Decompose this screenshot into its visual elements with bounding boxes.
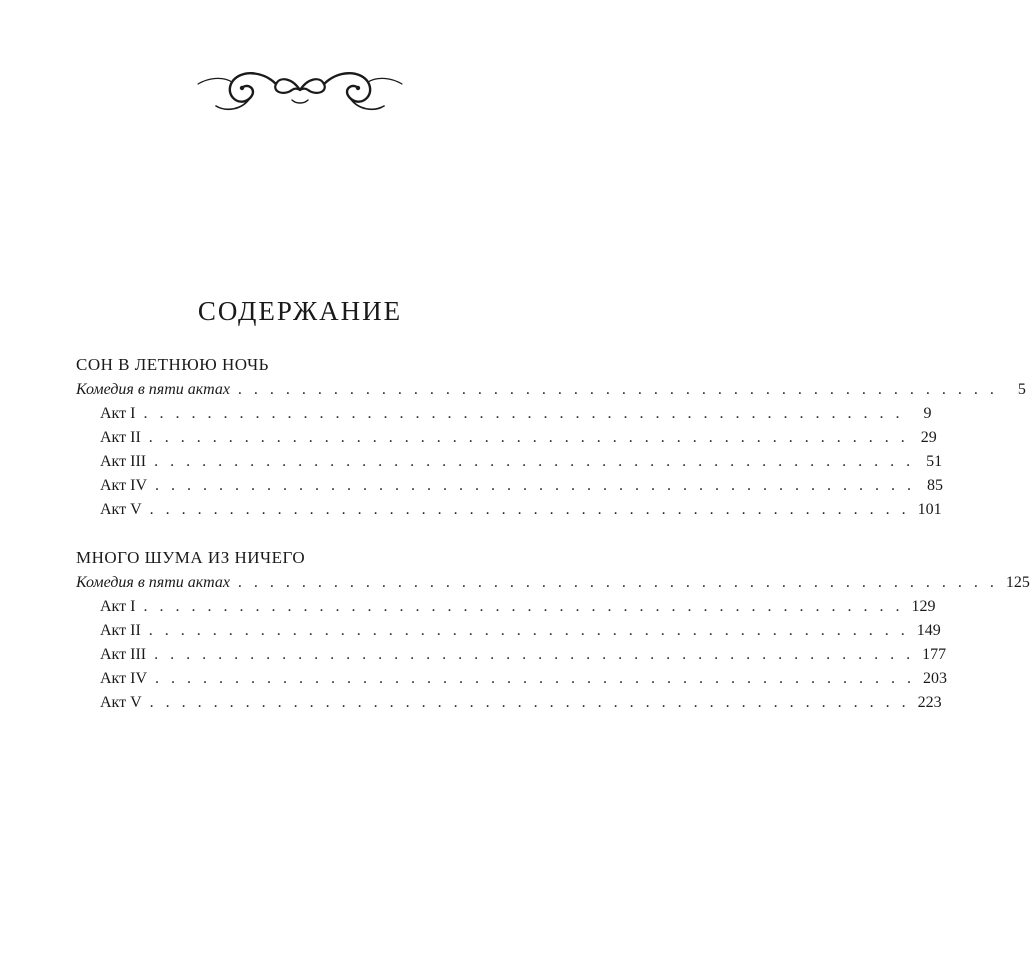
entry-label: Акт III	[100, 646, 147, 663]
entry-page: 129	[911, 598, 936, 615]
dot-leader: . . . . . . . . . . . . . . . . . . . . . . . . . . . . . . . . . . . . . . . . . . . . . . . .	[148, 622, 909, 639]
dot-leader: . . . . . . . . . . . . . . . . . . . . . . . . . . . . . . . . . . . . . . . . . . . . . . . .	[143, 598, 904, 615]
toc-entry	[76, 498, 942, 522]
dot-leader: . . . . . . . . . . . . . . . . . . . . . . . . . . . . . . . . . . . . . . . . . . . . . . . .	[155, 477, 915, 494]
dot-leader: . . . . . . . . . . . . . . . . . . . . . . . . . . . . . . . . . . . . . . . . . . . . . . . .	[154, 453, 915, 470]
section-title: МНОГО ШУМА ИЗ НИЧЕГО	[76, 548, 306, 567]
flourish-ornament-icon	[196, 60, 404, 120]
entry-page: 85	[927, 477, 943, 494]
toc-entry	[76, 667, 947, 691]
entry-page: 223	[917, 694, 942, 711]
entry-label: Акт V	[100, 694, 142, 711]
toc-entry	[76, 571, 1030, 595]
page-title: СОДЕРЖАНИЕ	[197, 296, 403, 326]
toc-section	[76, 352, 1026, 522]
toc-section	[76, 545, 1030, 715]
dot-leader: . . . . . . . . . . . . . . . . . . . . . . . . . . . . . . . . . . . . . . . . . . . . . . . .	[148, 429, 909, 446]
dot-leader: . . . . . . . . . . . . . . . . . . . . . . . . . . . . . . . . . . . . . . . . . . . . . . . .	[154, 646, 915, 663]
toc-entry	[76, 450, 943, 474]
entry-page: 9	[923, 405, 932, 422]
entry-page: 177	[922, 646, 947, 663]
toc-entry	[76, 426, 937, 450]
dot-leader: . . . . . . . . . . . . . . . . . . . . . . . . . . . . . . . . . . . . . . . . . . . . . . . .	[237, 574, 998, 591]
entry-label: Акт II	[100, 622, 141, 639]
dot-leader: . . . . . . . . . . . . . . . . . . . . . . . . . . . . . . . . . . . . . . . . . . . . . . . .	[155, 670, 915, 687]
entry-label: Акт IV	[100, 477, 147, 494]
entry-page: 51	[926, 453, 943, 470]
toc-entry	[76, 619, 941, 643]
entry-page: 29	[920, 429, 937, 446]
dot-leader: . . . . . . . . . . . . . . . . . . . . . . . . . . . . . . . . . . . . . . . . . . . . . . . .	[237, 381, 998, 398]
entry-label: Комедия в пяти актах	[76, 381, 230, 398]
toc-entry	[76, 643, 947, 667]
entry-label: Комедия в пяти актах	[76, 574, 230, 591]
entry-label: Акт I	[100, 598, 136, 615]
toc-entry	[76, 402, 932, 426]
entry-label: Акт IV	[100, 670, 147, 687]
entry-page: 101	[917, 501, 942, 518]
dot-leader: . . . . . . . . . . . . . . . . . . . . . . . . . . . . . . . . . . . . . . . . . . . . . . . .	[149, 501, 910, 518]
toc-entry	[76, 691, 942, 715]
toc-entry	[76, 378, 1026, 402]
entry-label: Акт III	[100, 453, 147, 470]
toc-entry	[76, 474, 943, 498]
entry-label: Акт I	[100, 405, 136, 422]
entry-page: 125	[1005, 574, 1030, 591]
section-title: СОН В ЛЕТНЮЮ НОЧЬ	[76, 355, 269, 374]
entry-label: Акт V	[100, 501, 142, 518]
toc-entry	[76, 595, 936, 619]
entry-page: 5	[1017, 381, 1026, 398]
dot-leader: . . . . . . . . . . . . . . . . . . . . . . . . . . . . . . . . . . . . . . . . . . . . . . . .	[149, 694, 910, 711]
dot-leader: . . . . . . . . . . . . . . . . . . . . . . . . . . . . . . . . . . . . . . . . . . . . . . . .	[143, 405, 904, 422]
entry-label: Акт II	[100, 429, 141, 446]
entry-page: 149	[916, 622, 941, 639]
entry-page: 203	[923, 670, 947, 687]
